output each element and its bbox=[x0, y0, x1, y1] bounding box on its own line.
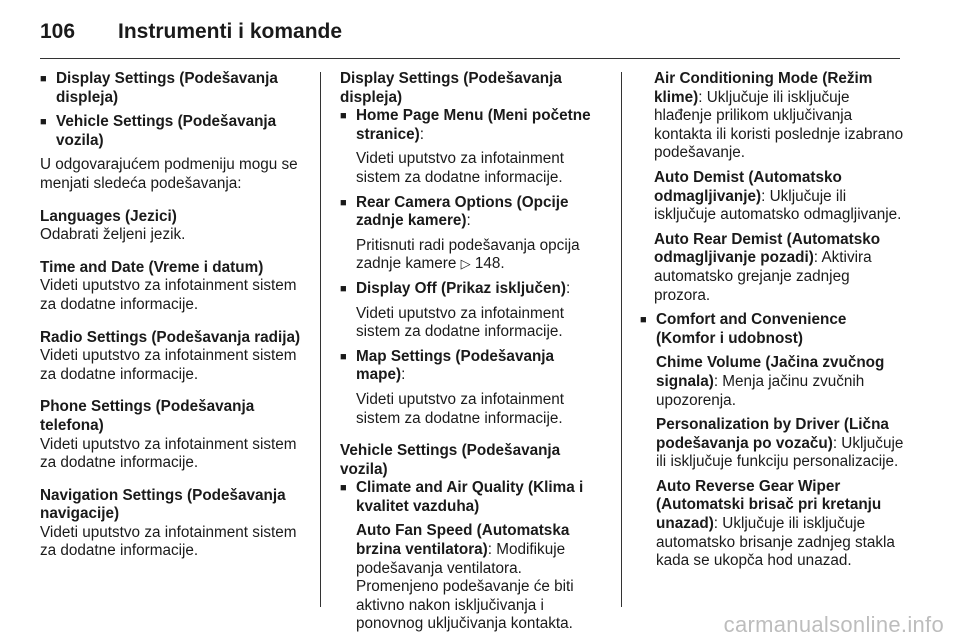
section-text: Videti uputstvo za infotainment sistem za dodatne informacije. bbox=[40, 435, 297, 472]
item-rear-camera: ■ Rear Camera Options (Opcije zadnje kamere): Pritisnuti radi podešavanja opcija zadnje kamere ▷ 148. bbox=[340, 194, 605, 274]
entry-label: Personalization by Driver (Lična podešavanja po vozaču) bbox=[656, 416, 889, 452]
item-text-body: Pritisnuti radi podešavanja opcija zadnje kamere bbox=[356, 236, 580, 273]
section-heading: Time and Date (Vreme i datum) bbox=[40, 258, 264, 276]
section-heading: Radio Settings (Podešavanja radija) bbox=[40, 328, 301, 346]
entry-text: : Uključuje ili isključuje automatsko brisanje zadnjeg stakla kada se ukopča hod unazad. bbox=[656, 515, 895, 570]
entry-chime-volume bbox=[656, 354, 905, 410]
column-divider bbox=[621, 72, 622, 607]
entry-label: Auto Rear Demist (Automatsko odmagljivanje pozadi) bbox=[654, 230, 881, 267]
entry-air-conditioning bbox=[654, 70, 905, 163]
entry-text: : Menja jačinu zvučnih upozorenja. bbox=[656, 372, 865, 409]
item-comfort bbox=[640, 311, 905, 571]
page-reference: 148. bbox=[474, 255, 505, 273]
column-3 bbox=[640, 70, 905, 577]
section-text: Videti uputstvo za infotainment sistem za dodatne informacije. bbox=[40, 347, 297, 383]
item-label: ■ Climate and Air Quality (Klima i kvalitet vazduha) bbox=[356, 479, 584, 515]
page-number: 106 bbox=[40, 20, 76, 43]
item-home-page-menu: ■ Home Page Menu (Meni početne stranice): Videti uputstvo za infotainment sistem za dodatne informacije. bbox=[340, 107, 605, 187]
item-text bbox=[356, 237, 605, 274]
bullet-display-settings: ■ Display Settings (Podešavanja displeja) bbox=[40, 70, 302, 107]
page-reference-icon: ▷ bbox=[460, 256, 471, 272]
column-divider bbox=[320, 72, 321, 607]
entry-text: : Aktivira automatsko grejanje zadnjeg prozora. bbox=[654, 249, 872, 304]
entry-reverse-wiper bbox=[656, 478, 905, 571]
section-radio bbox=[40, 329, 302, 385]
entry-label: Auto Fan Speed (Automatska brzina ventilatora) bbox=[356, 522, 570, 559]
page-title: Instrumenti i komande bbox=[118, 20, 343, 43]
item-map-settings: ■ Map Settings (Podešavanja mape): Videti uputstvo za infotainment sistem za dodatne informacije. bbox=[340, 348, 605, 428]
section-heading: Navigation Settings (Podešavanja navigacije) bbox=[40, 486, 286, 523]
item-display-off: ■ Display Off (Prikaz isključen): Videti uputstvo za infotainment sistem za dodatne informacije. bbox=[340, 280, 605, 342]
section-text: Videti uputstvo za infotainment sistem za dodatne informacije. bbox=[40, 277, 297, 313]
item-climate bbox=[340, 479, 605, 634]
watermark: carmanualsonline.info bbox=[723, 612, 944, 637]
item-label: Home Page Menu (Meni početne stranice) bbox=[356, 107, 591, 143]
climate-subitems bbox=[640, 70, 905, 305]
entry-label: Chime Volume (Jačina zvučnog signala) bbox=[656, 354, 885, 390]
item-label: ■ Comfort and Convenience (Komfor i udobnost) bbox=[656, 311, 847, 347]
entry-label: Auto Reverse Gear Wiper (Automatski brisač pri kretanju unazad) bbox=[656, 477, 882, 533]
section-time-date bbox=[40, 259, 302, 315]
bullet-vehicle-settings: ■ Vehicle Settings (Podešavanja vozila) bbox=[40, 113, 302, 150]
section-navigation bbox=[40, 487, 302, 561]
section-heading: Languages (Jezici) bbox=[40, 207, 177, 225]
section-languages bbox=[40, 208, 302, 245]
fan-speed-entry bbox=[356, 522, 605, 634]
item-text: Videti uputstvo za infotainment sistem za dodatne informacije. bbox=[356, 304, 565, 341]
section-text: Odabrati željeni jezik. bbox=[40, 226, 186, 244]
item-label: Rear Camera Options (Opcije zadnje kamere) bbox=[356, 193, 569, 230]
entry-personalization bbox=[656, 416, 905, 472]
item-label: Map Settings (Podešavanja mape) bbox=[356, 347, 555, 384]
entry-auto-demist bbox=[654, 169, 905, 225]
display-settings-heading: Display Settings (Podešavanja displeja) bbox=[340, 70, 562, 106]
entry-label: Auto Demist (Automatsko odmagljivanje) bbox=[654, 168, 842, 205]
item-text: Videti uputstvo za infotainment sistem za dodatne informacije. bbox=[356, 390, 565, 427]
item-label: Display Off (Prikaz isključen) bbox=[356, 279, 566, 297]
entry-text: : Modifikuje podešavanja ventilatora. Promenjeno podešavanje će biti aktivno nakon isključivanja i ponovnog uključivanja kontakta. bbox=[356, 541, 574, 633]
page-header bbox=[40, 14, 900, 60]
entry-auto-rear-demist bbox=[654, 231, 905, 305]
column-2 bbox=[340, 70, 605, 640]
vehicle-settings-heading: Vehicle Settings (Podešavanja vozila) bbox=[340, 442, 561, 478]
item-text: Videti uputstvo za infotainment sistem za dodatne informacije. bbox=[356, 150, 565, 186]
entry-label: Air Conditioning Mode (Režim klime) bbox=[654, 70, 873, 106]
entry-text: : Uključuje ili isključuje automatsko odmagljivanje. bbox=[654, 187, 902, 224]
section-heading: Phone Settings (Podešavanja telefona) bbox=[40, 398, 255, 434]
column-1 bbox=[40, 70, 302, 561]
intro-text: U odgovarajućem podmeniju mogu se menjati sledeća podešavanja: bbox=[40, 156, 298, 192]
entry-text: : Uključuje ili isključuje hlađenje prilikom uključivanja kontakta ili koristi poslednje izabrano podešavanje. bbox=[654, 88, 904, 162]
section-phone bbox=[40, 398, 302, 472]
entry-text: : Uključuje ili isključuje funkciju personalizacije. bbox=[656, 434, 904, 471]
header-divider bbox=[40, 58, 900, 59]
section-text: Videti uputstvo za infotainment sistem za dodatne informacije. bbox=[40, 523, 297, 560]
